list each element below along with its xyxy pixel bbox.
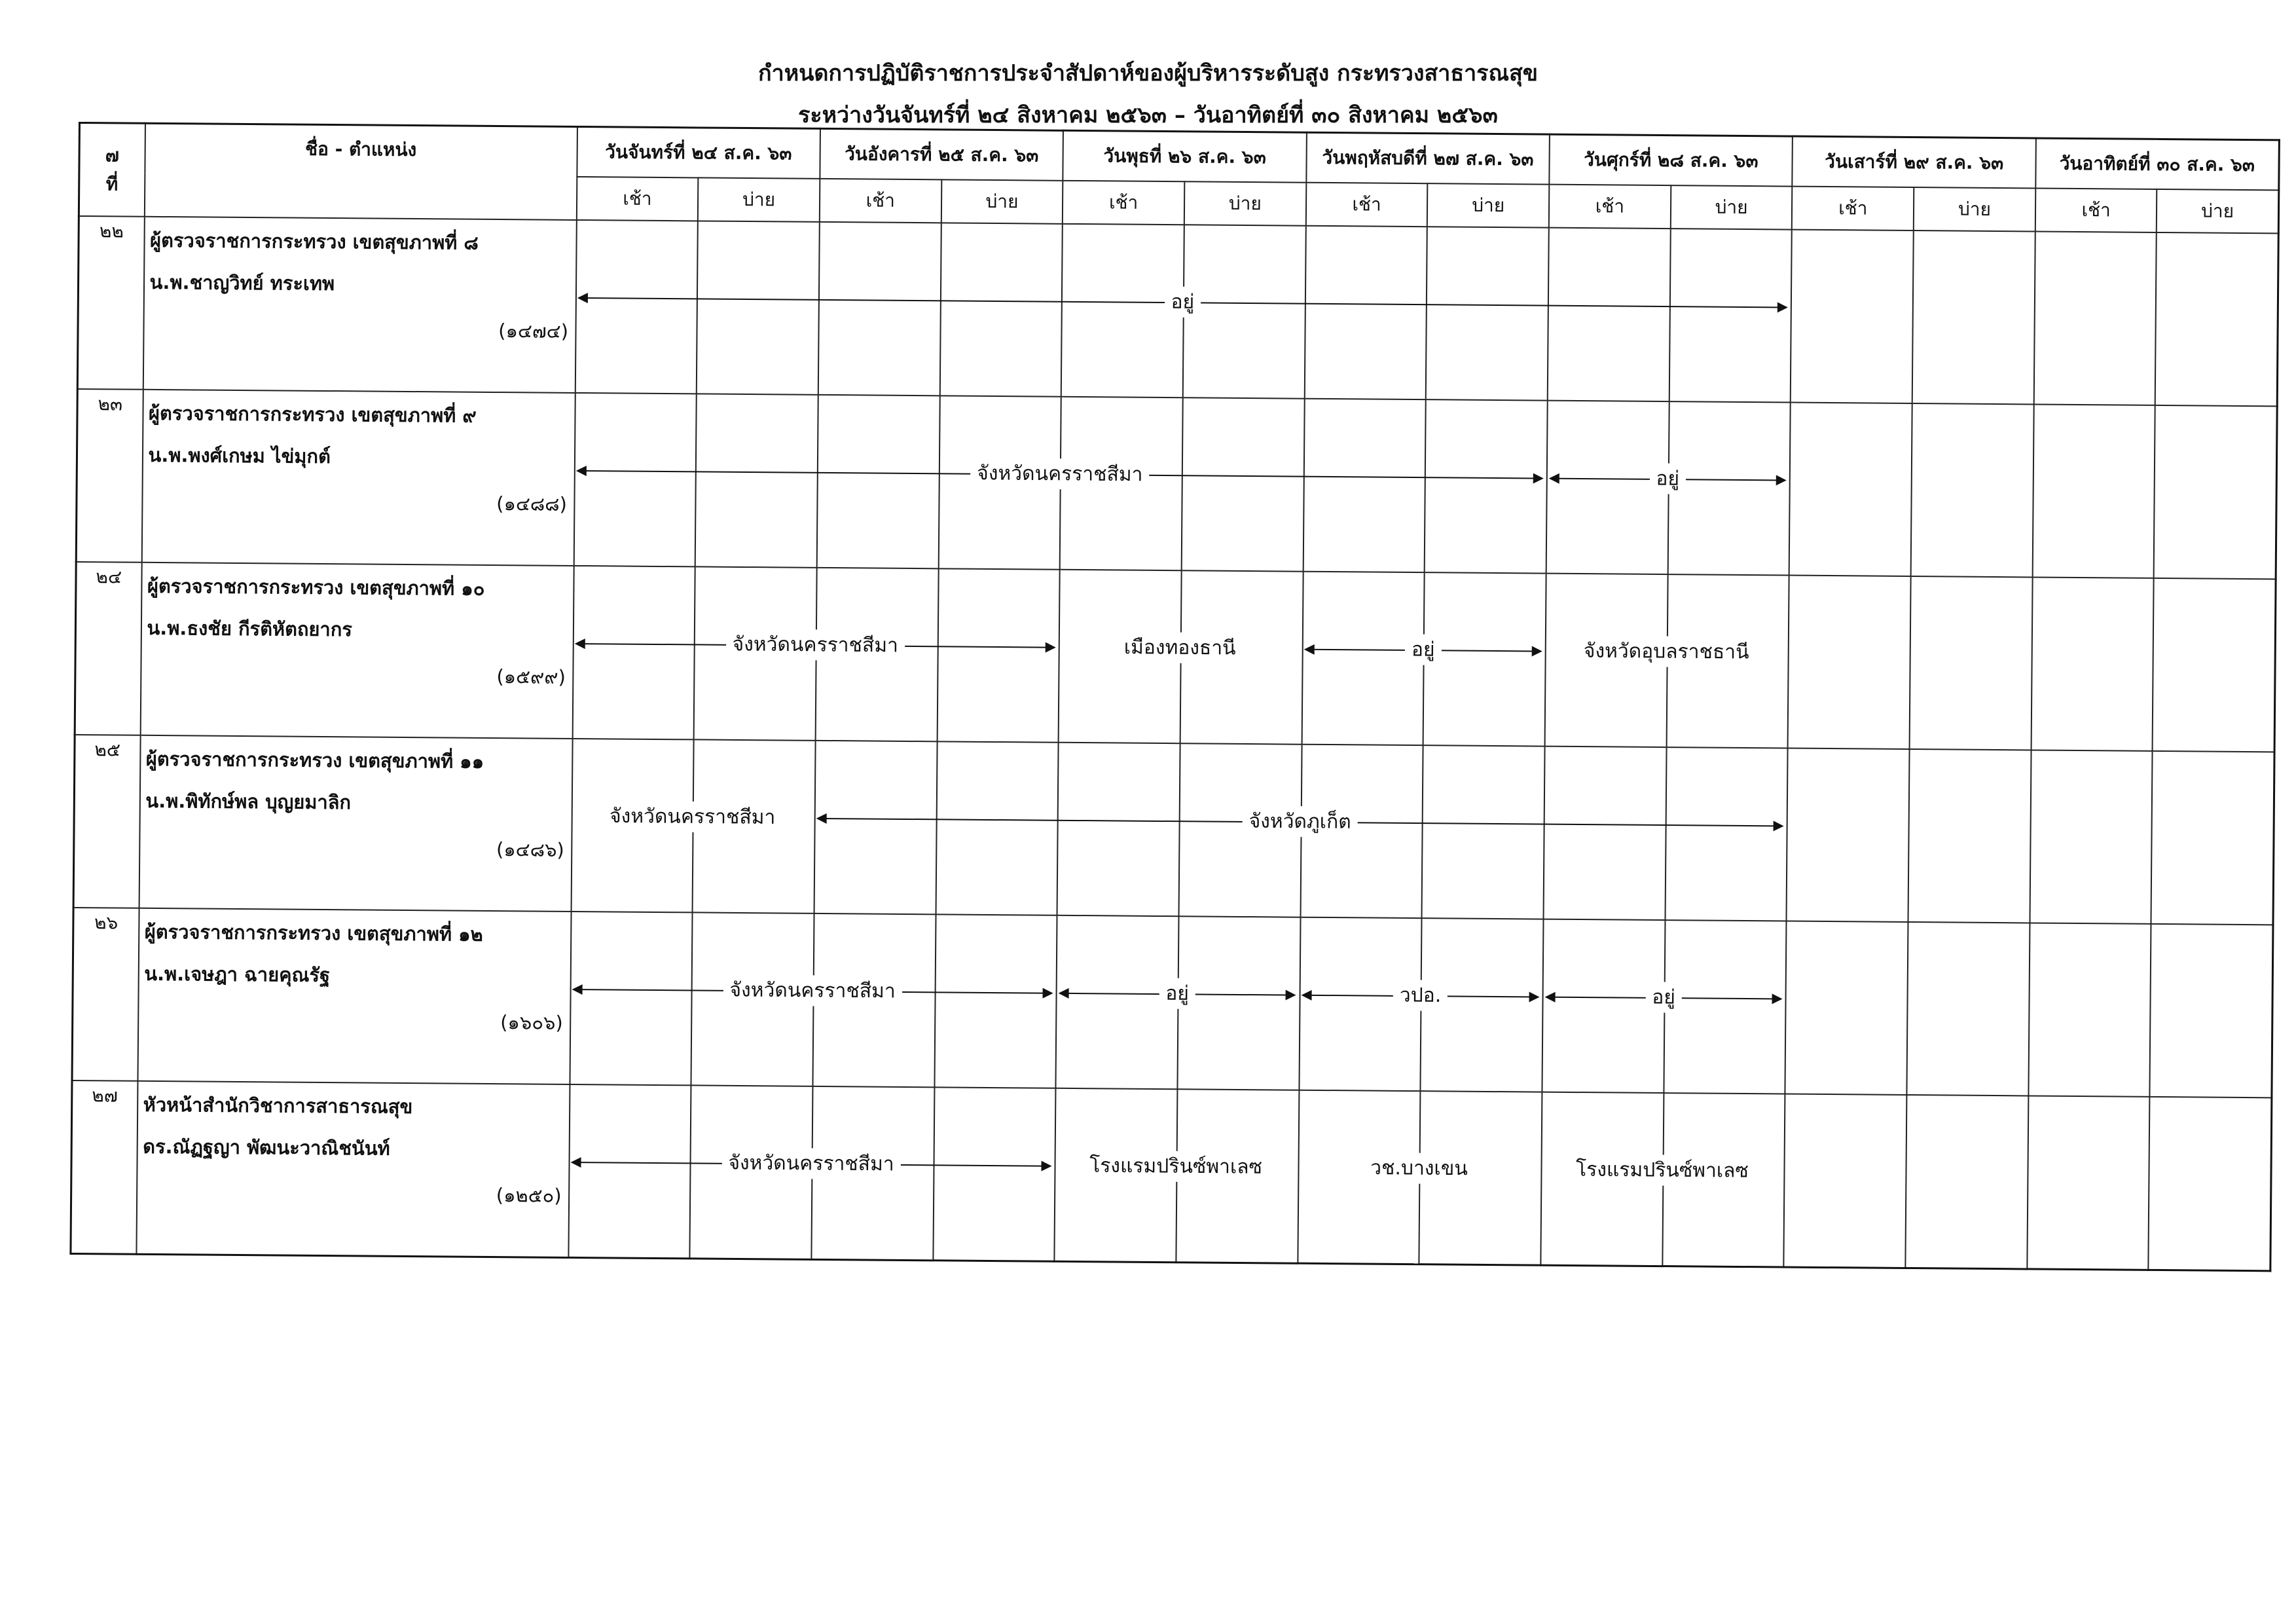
header-afternoon-day-2: บ่าย	[941, 179, 1063, 223]
span-label: อยู่	[1159, 978, 1195, 1008]
header-name-position: ชื่อ - ตำแหน่ง	[144, 123, 577, 220]
header-afternoon-day-3: บ่าย	[1184, 181, 1306, 225]
header-afternoon-day-4: บ่าย	[1427, 183, 1549, 227]
schedule-slot	[818, 222, 941, 396]
schedule-slot	[574, 393, 697, 566]
schedule-slot	[1176, 1089, 1299, 1263]
header-afternoon-day-5: บ่าย	[1671, 185, 1793, 229]
schedule-slot	[1423, 572, 1546, 746]
schedule-slot	[814, 741, 937, 914]
header-morning-day-3: เช้า	[1063, 181, 1184, 225]
table-row	[72, 908, 2273, 1098]
header-morning-day-6: เช้า	[1792, 187, 1914, 231]
schedule-slot	[1060, 397, 1183, 570]
schedule-slot	[1548, 228, 1671, 401]
person-phone-code: (๑๔๗๔)	[498, 320, 569, 342]
schedule-slot	[1910, 576, 2033, 750]
schedule-slot	[2032, 404, 2155, 578]
person-name: น.พ.ชาญวิทย์ ทระเทพ	[149, 270, 335, 295]
schedule-slot	[695, 394, 818, 567]
schedule-slot	[1061, 224, 1184, 397]
table-row	[73, 735, 2274, 925]
schedule-slot	[2030, 750, 2153, 923]
person-position: ผู้ตรวจราชการกระทรวง เขตสุขภาพที่ ๑๒	[144, 920, 483, 946]
span-label: เมืองทองธานี	[1118, 632, 1243, 663]
header-day-4: วันพฤหัสบดีที่ ๒๗ ส.ค. ๖๓	[1306, 132, 1550, 184]
person-cell	[137, 908, 571, 1084]
schedule-slot	[1300, 745, 1423, 918]
span-label: จังหวัดนครราชสีมา	[721, 1148, 901, 1180]
schedule-slot	[2155, 232, 2278, 406]
person-position: ผู้ตรวจราชการกระทรวง เขตสุขภาพที่ ๑๐	[147, 574, 485, 600]
schedule-slot	[1426, 227, 1549, 400]
schedule-slot	[1177, 916, 1300, 1090]
schedule-slot	[1183, 225, 1306, 398]
schedule-slot	[938, 396, 1061, 569]
schedule-slot	[1304, 226, 1427, 399]
header-no	[79, 123, 145, 217]
schedule-slot	[1542, 919, 1665, 1093]
header-row-days	[79, 123, 2279, 191]
schedule-slot	[1299, 917, 1422, 1091]
row-number: ๒๕	[73, 735, 140, 908]
schedule-slot	[1546, 401, 1669, 574]
schedule-slot	[1907, 922, 2030, 1096]
schedule-slot	[570, 912, 693, 1085]
header-morning-day-4: เช้า	[1305, 183, 1427, 227]
schedule-slot	[1302, 572, 1425, 745]
schedule-slot	[1664, 920, 1787, 1094]
row-number: ๒๖	[72, 908, 139, 1081]
person-cell	[141, 390, 575, 566]
person-cell	[140, 563, 574, 739]
row-number: ๒๓	[76, 389, 143, 563]
span-label: อยู่	[1649, 463, 1686, 494]
schedule-slot	[1298, 1090, 1421, 1264]
schedule-slot	[697, 221, 820, 394]
schedule-slot	[1059, 570, 1182, 743]
table-row	[71, 1080, 2272, 1271]
header-afternoon-day-6: บ่าย	[1914, 187, 2035, 231]
schedule-slot	[1545, 574, 1668, 747]
schedule-slot	[1055, 1088, 1178, 1263]
schedule-slot	[575, 220, 698, 394]
span-label: จังหวัดนครราชสีมา	[970, 458, 1150, 490]
header-day-5: วันศุกร์ที่ ๒๘ ส.ค. ๖๓	[1549, 134, 1793, 186]
schedule-slot	[812, 913, 936, 1087]
schedule-slot	[1662, 1093, 1785, 1267]
span-label: อยู่	[1164, 286, 1201, 317]
schedule-slot	[2034, 231, 2157, 405]
schedule-slot	[1665, 747, 1788, 921]
schedule-slot	[811, 1086, 934, 1261]
schedule-slot	[1178, 743, 1302, 917]
schedule-slot	[568, 1084, 691, 1259]
schedule-slot	[937, 568, 1060, 742]
schedule-slot	[817, 395, 940, 568]
schedule-slot	[571, 739, 694, 912]
span-label: วปอ.	[1393, 980, 1448, 1011]
schedule-slot	[1303, 399, 1426, 572]
schedule-slot	[1057, 743, 1180, 916]
span-label: จังหวัดนครราชสีมา	[725, 629, 905, 661]
document-title: กำหนดการปฏิบัติราชการประจำสัปดาห์ของผู้บริหารระดับสูง กระทรวงสาธารณสุข	[758, 60, 1538, 86]
schedule-slot	[1421, 918, 1544, 1092]
schedule-slot	[934, 914, 1057, 1088]
header-no-mark: ๗	[105, 144, 120, 166]
document-date-range: ระหว่างวันจันทร์ที่ ๒๔ สิงหาคม ๒๕๖๓ – วันอาทิตย์ที่ ๓๐ สิงหาคม ๒๕๖๓	[798, 102, 1498, 128]
person-name: น.พ.เจษฎา ฉายคุณรัฐ	[144, 962, 331, 987]
person-position: ผู้ตรวจราชการกระทรวง เขตสุขภาพที่ ๑๑	[145, 747, 484, 773]
schedule-slot	[1785, 921, 1908, 1095]
person-position: ผู้ตรวจราชการกระทรวง เขตสุขภาพที่ ๘	[149, 229, 479, 254]
schedule-slot	[1787, 748, 1910, 922]
schedule-slot	[2153, 578, 2276, 752]
row-number: ๒๗	[71, 1080, 137, 1254]
schedule-slot	[1912, 231, 2035, 404]
person-name: น.พ.ธงชัย กีรติหัตถยากร	[147, 616, 353, 641]
row-number: ๒๒	[77, 216, 144, 390]
schedule-slot	[1788, 576, 1911, 749]
header-morning-day-2: เช้า	[820, 179, 941, 223]
span-label: โรงแรมปรินซ์พาเลซ	[1569, 1154, 1755, 1187]
span-label: วช.บางเขน	[1364, 1153, 1474, 1184]
schedule-slot	[1666, 574, 1789, 748]
schedule-slot	[1056, 915, 1179, 1089]
schedule-slot	[1425, 399, 1548, 573]
person-position: หัวหน้าสำนักวิชาการสาธารณสุข	[143, 1093, 413, 1118]
person-position: ผู้ตรวจราชการกระทรวง เขตสุขภาพที่ ๙	[148, 401, 477, 427]
person-name: น.พ.พงศ์เกษม ไข่มุกต์	[148, 443, 331, 468]
schedule-slot	[939, 223, 1063, 396]
table-row	[77, 216, 2278, 406]
person-phone-code: (๑๔๘๖)	[496, 838, 564, 861]
header-morning-day-1: เช้า	[576, 177, 698, 221]
header-no-label: ที่	[105, 173, 118, 195]
schedule-slot	[1544, 747, 1667, 920]
schedule-slot	[572, 566, 695, 739]
schedule-slot	[1784, 1094, 1907, 1268]
schedule-slot	[816, 568, 939, 741]
span-label: จังหวัดภูเก็ต	[1242, 805, 1357, 837]
header-afternoon-day-1: บ่าย	[698, 177, 820, 221]
row-number: ๒๔	[75, 562, 141, 735]
table-row	[76, 389, 2277, 579]
person-phone-code: (๑๖๐๖)	[500, 1011, 563, 1034]
schedule-slot	[2151, 751, 2274, 925]
header-morning-day-5: เช้า	[1549, 185, 1671, 229]
schedule-slot	[1669, 229, 1792, 402]
schedule-slot	[1911, 403, 2034, 577]
span-label: อยู่	[1405, 634, 1442, 665]
header-day-2: วันอังคารที่ ๒๕ ส.ค. ๖๓	[820, 128, 1063, 180]
schedule-slot	[1905, 1095, 2028, 1269]
person-name: น.พ.พิทักษ์พล บุญยมาลิก	[145, 789, 352, 814]
span-label: โรงแรมปรินซ์พาเลซ	[1083, 1151, 1269, 1183]
person-phone-code: (๑๕๙๙)	[496, 665, 566, 688]
span-label: จังหวัดนครราชสีมา	[723, 974, 902, 1006]
person-phone-code: (๑๔๘๘)	[496, 492, 568, 515]
header-day-1: วันจันทร์ที่ ๒๔ ส.ค. ๖๓	[577, 126, 820, 178]
schedule-slot	[936, 741, 1059, 915]
schedule-slot	[1422, 745, 1545, 919]
schedule-slot	[2150, 924, 2273, 1098]
schedule-slot	[2027, 1096, 2150, 1270]
schedule-slot	[2028, 923, 2151, 1096]
schedule-slot	[693, 739, 816, 913]
schedule-slot	[1182, 397, 1305, 571]
schedule-slot	[691, 912, 814, 1086]
schedule-table	[69, 122, 2280, 1272]
schedule-slot	[1180, 570, 1303, 744]
schedule-slot	[1419, 1091, 1542, 1265]
span-label: จังหวัดนครราชสีมา	[603, 801, 782, 833]
schedule-slot	[1791, 230, 1914, 403]
schedule-slot	[933, 1087, 1056, 1261]
schedule-slot	[694, 566, 817, 740]
schedule-sheet	[69, 122, 2278, 1285]
header-day-7: วันอาทิตย์ที่ ๓๐ ส.ค. ๖๓	[2035, 138, 2279, 190]
schedule-slot	[1908, 749, 2032, 923]
table-row	[75, 562, 2276, 752]
person-cell	[143, 217, 576, 393]
schedule-slot	[2031, 577, 2154, 750]
schedule-slot	[1540, 1092, 1664, 1266]
person-phone-code: (๑๒๕๐)	[496, 1184, 562, 1207]
person-cell	[139, 735, 572, 912]
header-morning-day-7: เช้า	[2035, 188, 2157, 232]
span-label: อยู่	[1645, 982, 1682, 1012]
header-day-3: วันพุธที่ ๒๖ ส.ค. ๖๓	[1063, 130, 1307, 182]
person-cell	[136, 1081, 570, 1258]
header-day-6: วันเสาร์ที่ ๒๙ ส.ค. ๖๓	[1793, 136, 2036, 188]
schedule-slot	[2149, 1097, 2272, 1271]
span-label: จังหวัดอุบลราชธานี	[1577, 635, 1756, 667]
schedule-slot	[2154, 405, 2277, 579]
person-name: ดร.ณัฏฐญา พัฒนะวาณิชนันท์	[143, 1135, 390, 1160]
header-afternoon-day-7: บ่าย	[2157, 189, 2278, 233]
schedule-slot	[1789, 403, 1912, 576]
schedule-slot	[1667, 401, 1791, 575]
schedule-slot	[690, 1085, 813, 1259]
